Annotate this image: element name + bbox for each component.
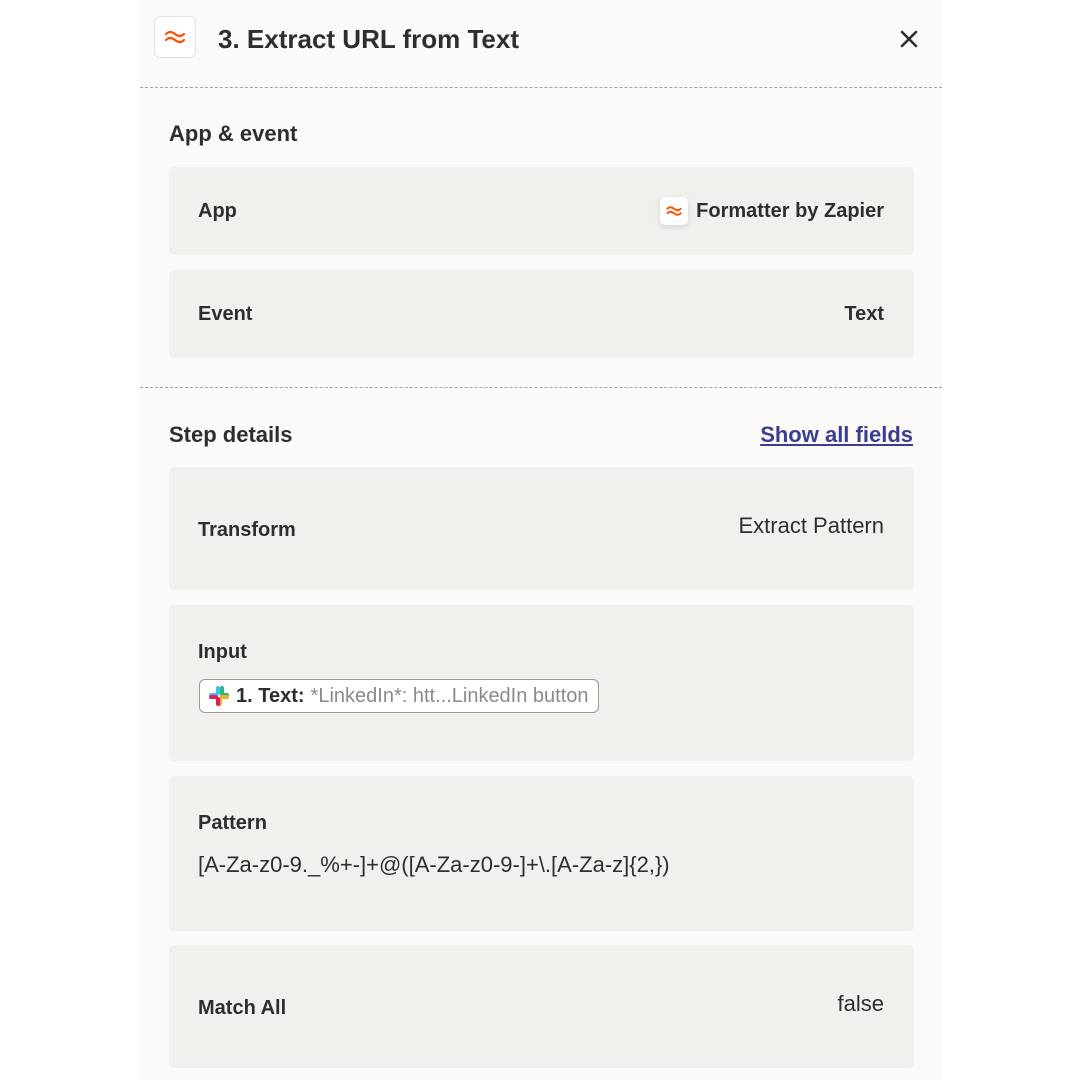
- close-button[interactable]: [892, 22, 926, 56]
- header-divider: [140, 87, 942, 88]
- event-field[interactable]: [169, 270, 914, 358]
- transform-field[interactable]: [169, 467, 914, 590]
- panel-title: 3. Extract URL from Text: [218, 24, 520, 54]
- pattern-field-value: [A-Za-z0-9._%+-]+@([A-Za-z0-9-]+\.[A-Za-z]{2,}): [198, 852, 670, 877]
- match-all-field[interactable]: [169, 945, 914, 1068]
- app-field[interactable]: [169, 167, 914, 255]
- panel-header: [140, 0, 942, 88]
- input-field-label: Input: [198, 641, 247, 663]
- formatter-icon: [154, 16, 196, 58]
- input-field[interactable]: [169, 605, 914, 761]
- app-field-value: [660, 197, 884, 225]
- pattern-field-label: Pattern: [198, 812, 267, 834]
- input-pill-value: *LinkedIn*: htt...LinkedIn button: [310, 684, 589, 707]
- section-divider: [140, 387, 942, 388]
- transform-field-value: Extract Pattern: [738, 513, 884, 538]
- step-editor-panel: [140, 0, 942, 1080]
- show-all-fields-link[interactable]: Show all fields: [760, 422, 913, 447]
- transform-field-label: Transform: [198, 519, 296, 541]
- app-event-section-title: App & event: [169, 121, 298, 146]
- app-name: Formatter by Zapier: [696, 199, 884, 222]
- formatter-icon: [660, 197, 688, 225]
- slack-icon: [208, 685, 230, 707]
- step-details-section-title: Step details: [169, 422, 293, 447]
- close-icon: [899, 29, 919, 49]
- app-field-label: App: [198, 200, 237, 222]
- input-pill-label: 1. Text:: [236, 684, 305, 707]
- event-field-value: Text: [844, 303, 884, 325]
- pattern-field[interactable]: [169, 776, 914, 931]
- event-field-label: Event: [198, 303, 253, 325]
- input-data-pill[interactable]: [199, 679, 599, 713]
- match-all-field-label: Match All: [198, 997, 287, 1019]
- match-all-field-value: false: [837, 991, 884, 1016]
